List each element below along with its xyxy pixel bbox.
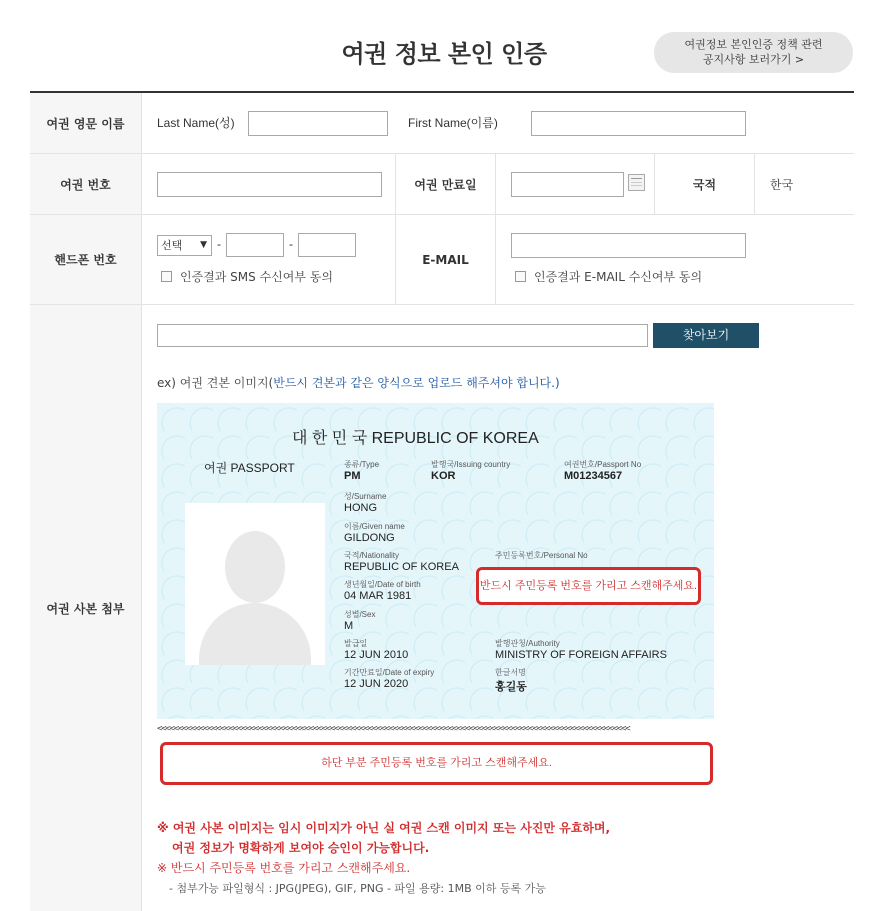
pp-type-value: PM — [344, 470, 361, 482]
pp-signature-label: 한글서명 — [495, 668, 526, 677]
pp-signature-value: 홍길동 — [495, 681, 527, 693]
expiry-label: 여권 만료일 — [395, 154, 495, 214]
expiry-cell — [495, 154, 654, 214]
pp-sex-label: 성별/Sex — [344, 610, 376, 619]
first-name-label: First Name(이름) — [408, 116, 498, 130]
phone-separator-1: - — [217, 237, 221, 251]
passport-sample-image — [157, 403, 714, 719]
pp-title: 대 한 민 국 REPUBLIC OF KOREA — [292, 430, 539, 447]
pp-sex-value: M — [344, 620, 354, 632]
passport-number-label: 여권 번호 — [30, 154, 141, 214]
pp-dob-label: 생년월일/Date of birth — [344, 580, 421, 589]
attachment-cell — [141, 305, 854, 911]
browse-button[interactable]: 찾아보기 — [653, 323, 759, 348]
passport-number-input[interactable] — [157, 172, 382, 197]
email-consent-label: 인증결과 E-MAIL 수신여부 동의 — [534, 270, 703, 284]
chevron-down-icon: ▼ — [200, 240, 207, 250]
last-name-label: Last Name(성) — [157, 116, 235, 130]
pp-number-label: 여권번호/Passport No — [564, 460, 642, 469]
name-cell — [141, 93, 854, 153]
pp-surname-label: 성/Surname — [344, 492, 387, 501]
pp-given-label: 이름/Given name — [344, 522, 405, 531]
nationality-value: 한국 — [770, 178, 794, 192]
email-label: E-MAIL — [395, 215, 495, 304]
pp-given-value: GILDONG — [344, 532, 395, 544]
phone-cell — [141, 215, 395, 304]
phone-label: 핸드폰 번호 — [30, 215, 141, 304]
first-name-input[interactable] — [531, 111, 746, 136]
personal-number-cover-box: 반드시 주민등록 번호를 가리고 스캔해주세요. — [476, 567, 701, 605]
attachment-label: 여권 사본 첨부 — [30, 305, 141, 911]
note-line-4: - 첨부가능 파일형식 : JPG(JPEG), GIF, PNG - 파일 용량: 1MB 이하 등록 가능 — [169, 882, 546, 895]
note-line-3: ※ 반드시 주민등록 번호를 가리고 스캔해주세요. — [157, 861, 411, 875]
sms-consent-checkbox[interactable] — [161, 271, 172, 282]
example-caption — [157, 374, 560, 391]
person-silhouette-body — [199, 603, 311, 665]
pp-country-value: KOR — [431, 470, 456, 482]
pp-dob-value: 04 MAR 1981 — [344, 590, 412, 602]
pp-passport-word: 여권 PASSPORT — [204, 461, 295, 475]
pp-authority-label: 발행관청/Authority — [495, 639, 560, 648]
name-row — [30, 93, 854, 154]
note-line-2: 여권 정보가 명확하게 보여야 승인이 가능합니다. — [172, 841, 430, 855]
pp-number-value: M01234567 — [564, 470, 623, 482]
note-line-1: ※ 여권 사본 이미지는 임시 이미지가 아닌 실 여권 스캔 이미지 또는 사진만 유효하며, — [157, 821, 611, 835]
pp-surname-value: HONG — [344, 502, 377, 514]
pp-country-label: 발행국/Issuing country — [431, 460, 511, 469]
phone-mid-input[interactable] — [226, 233, 284, 257]
phone-separator-2: - — [289, 237, 293, 251]
pp-issue-label: 발급일 — [344, 639, 368, 648]
last-name-input[interactable] — [248, 111, 388, 136]
page-title: 여권 정보 본인 인증 — [341, 40, 547, 68]
email-consent-checkbox[interactable] — [515, 271, 526, 282]
pp-nationality-label: 국적/Nationality — [344, 551, 400, 560]
nationality-cell — [754, 154, 854, 214]
file-path-input[interactable] — [157, 324, 648, 347]
calendar-icon[interactable] — [628, 174, 645, 191]
mrz-chevrons: <<<<<<<<<<<<<<<<<<<<<<<<<<<<<<<<<<<<<<<<<<<<<<<<<<<<<<<<<<<<<<<<<<<<<<<<<<<<<<<<<<<<<<<<<<<<<<<<<<<<<<<<<<<<<<<< — [157, 724, 630, 734]
pp-personal-label: 주민등록번호/Personal No — [495, 551, 588, 560]
notice-line1: 여권정보 본인인증 정책 관련 — [684, 38, 823, 51]
person-silhouette-head — [225, 531, 285, 603]
phone-row — [30, 215, 854, 305]
nationality-label: 국적 — [654, 154, 754, 214]
attachment-row — [30, 305, 854, 911]
pp-authority-value: MINISTRY OF FOREIGN AFFAIRS — [495, 649, 667, 661]
pp-photo-placeholder — [185, 503, 325, 665]
pp-issue-value: 12 JUN 2010 — [344, 649, 409, 661]
pp-nationality-value: REPUBLIC OF KOREA — [344, 561, 459, 573]
pp-type-label: 종류/Type — [344, 460, 380, 469]
carrier-selected: 선택 — [161, 239, 183, 252]
passport-number-row — [30, 154, 854, 215]
email-input[interactable] — [511, 233, 746, 258]
pp-expiry-label: 기간만료일/Date of expiry — [344, 668, 435, 677]
notice-line2: 공지사항 보러가기 > — [702, 53, 805, 66]
name-label: 여권 영문 이름 — [30, 93, 141, 153]
pp-expiry-value: 12 JUN 2020 — [344, 678, 409, 690]
mrz-cover-box: 하단 부분 주민등록 번호를 가리고 스캔해주세요. — [160, 742, 713, 785]
phone-last-input[interactable] — [298, 233, 356, 257]
carrier-select[interactable] — [157, 235, 212, 256]
example-prefix: ex) 여권 견본 이미지( — [157, 376, 274, 390]
expiry-input[interactable] — [511, 172, 624, 197]
passport-number-cell — [141, 154, 395, 214]
sms-consent-label: 인증결과 SMS 수신여부 동의 — [180, 270, 333, 284]
example-highlight: 반드시 견본과 같은 양식으로 업로드 해주셔야 합니다.) — [273, 376, 560, 390]
passport-verification-form — [30, 91, 854, 911]
email-cell — [495, 215, 854, 304]
notice-link-button[interactable] — [654, 32, 853, 73]
